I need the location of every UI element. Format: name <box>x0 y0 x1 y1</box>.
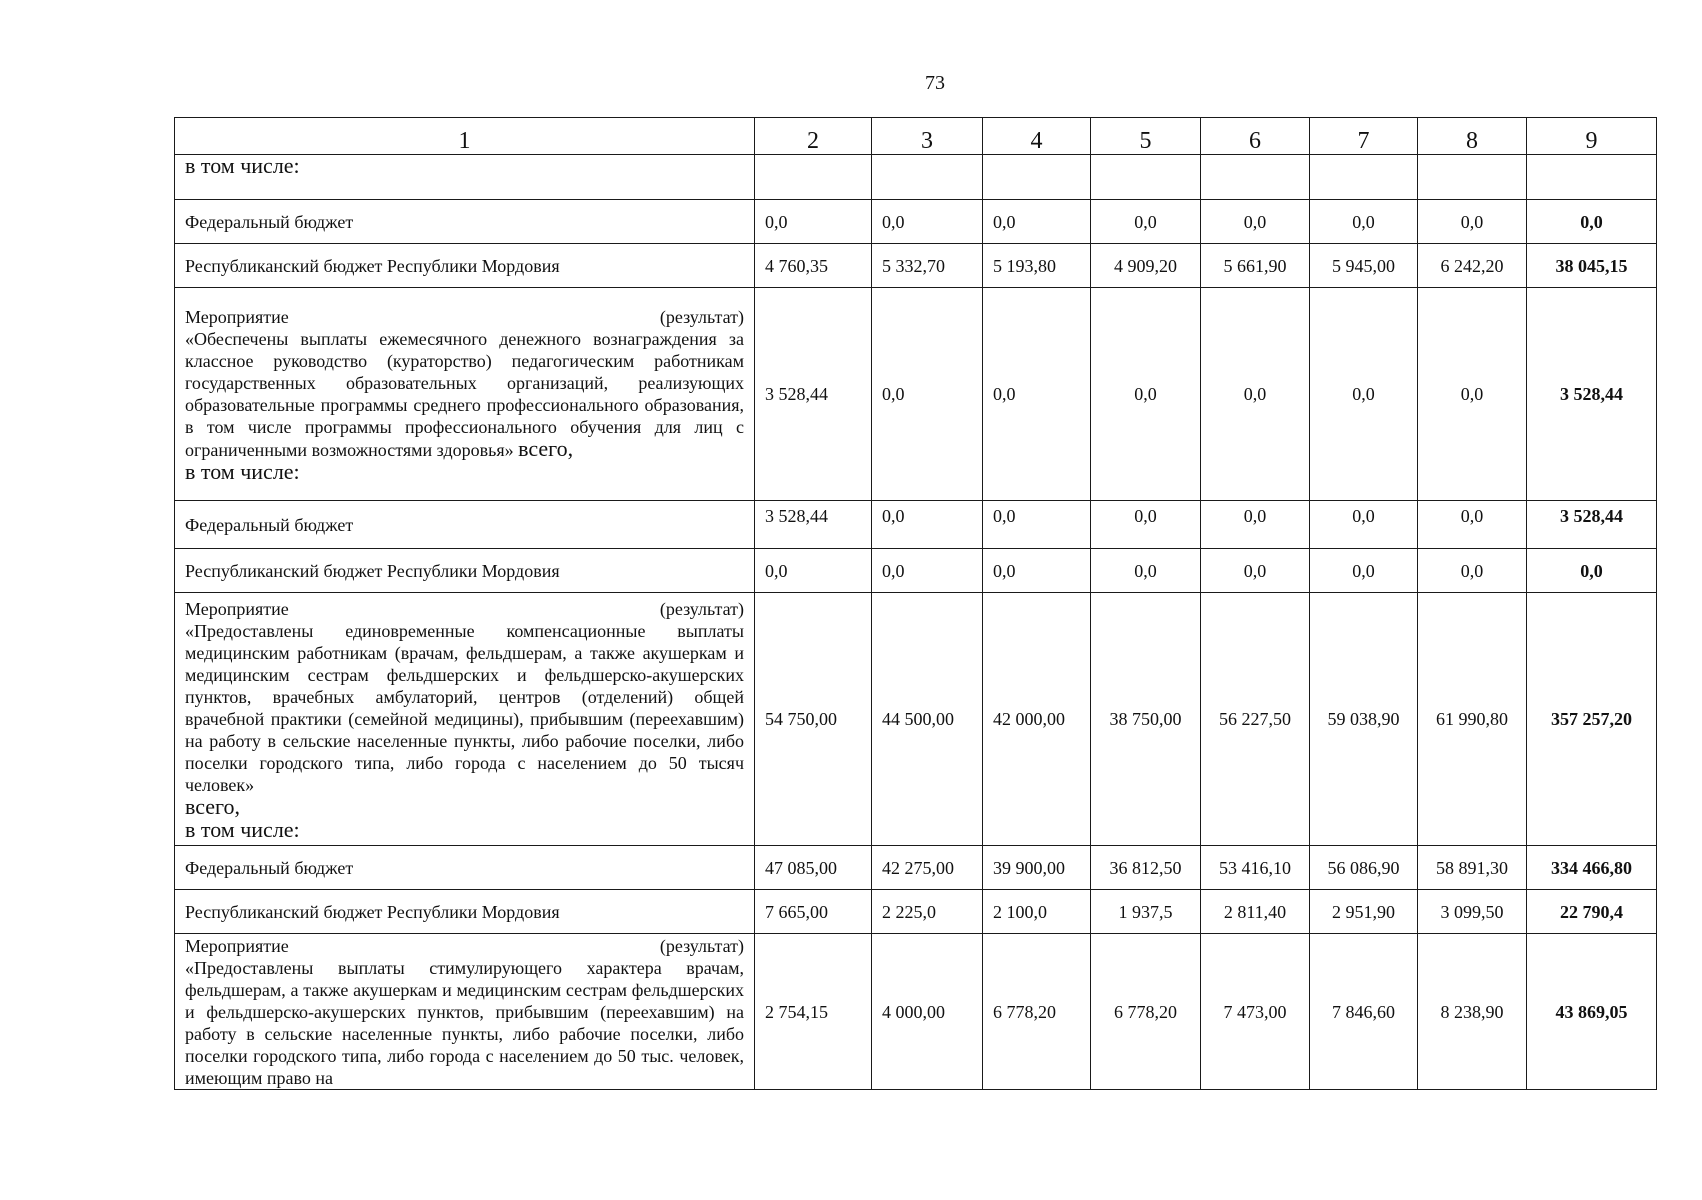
cell-value <box>1310 155 1418 200</box>
cell-value: 56 227,50 <box>1201 593 1310 846</box>
cell-total: 43 869,05 <box>1527 934 1657 1090</box>
cell-total: 3 528,44 <box>1527 501 1657 549</box>
cell-value: 7 473,00 <box>1201 934 1310 1090</box>
column-header: 3 <box>872 118 983 155</box>
cell-value: 6 778,20 <box>1091 934 1201 1090</box>
row-label: в том числе: <box>175 155 755 200</box>
cell-value: 5 332,70 <box>872 244 983 288</box>
cell-value: 0,0 <box>1201 200 1310 244</box>
cell-total: 334 466,80 <box>1527 846 1657 890</box>
cell-value: 0,0 <box>872 200 983 244</box>
cell-value: 0,0 <box>755 200 872 244</box>
cell-value: 0,0 <box>872 549 983 593</box>
cell-value: 38 750,00 <box>1091 593 1201 846</box>
cell-value: 42 000,00 <box>983 593 1091 846</box>
cell-value: 4 909,20 <box>1091 244 1201 288</box>
column-header: 8 <box>1418 118 1527 155</box>
cell-value: 0,0 <box>1418 549 1527 593</box>
cell-value: 0,0 <box>1091 501 1201 549</box>
cell-value: 0,0 <box>1091 200 1201 244</box>
cell-value: 3 528,44 <box>755 501 872 549</box>
row-label: Федеральный бюджет <box>175 846 755 890</box>
cell-value: 2 100,0 <box>983 890 1091 934</box>
cell-value: 53 416,10 <box>1201 846 1310 890</box>
cell-total: 22 790,4 <box>1527 890 1657 934</box>
cell-value: 0,0 <box>1091 549 1201 593</box>
column-header: 1 <box>175 118 755 155</box>
cell-value: 2 754,15 <box>755 934 872 1090</box>
row-label: Мероприятие (результат) «Обеспечены выплаты ежемесячного денежного вознаграждения за классное руководство (кураторство) педагогическим работникам государственных образовательных организаций, реализующих образовательные программы среднего профессионального образования, в том числе программы профессионального обучения для лиц с ограниченными возможностями здоровья» всего, в том числе: <box>175 288 755 501</box>
cell-value: 3 528,44 <box>755 288 872 501</box>
cell-value <box>1091 155 1201 200</box>
cell-value: 47 085,00 <box>755 846 872 890</box>
cell-value: 7 846,60 <box>1310 934 1418 1090</box>
cell-total <box>1527 155 1657 200</box>
cell-value: 42 275,00 <box>872 846 983 890</box>
cell-value: 0,0 <box>983 549 1091 593</box>
cell-value <box>1201 155 1310 200</box>
cell-value: 3 099,50 <box>1418 890 1527 934</box>
cell-value: 7 665,00 <box>755 890 872 934</box>
cell-value <box>755 155 872 200</box>
row-label: Федеральный бюджет <box>175 200 755 244</box>
cell-value: 0,0 <box>1418 501 1527 549</box>
cell-value: 1 937,5 <box>1091 890 1201 934</box>
cell-value: 2 811,40 <box>1201 890 1310 934</box>
cell-value: 4 760,35 <box>755 244 872 288</box>
row-label: Федеральный бюджет <box>175 501 755 549</box>
cell-value: 0,0 <box>1418 200 1527 244</box>
table-row <box>175 934 1657 1090</box>
cell-total: 0,0 <box>1527 549 1657 593</box>
column-header: 7 <box>1310 118 1418 155</box>
cell-value: 39 900,00 <box>983 846 1091 890</box>
budget-table <box>174 117 1657 1090</box>
cell-value: 44 500,00 <box>872 593 983 846</box>
cell-value: 61 990,80 <box>1418 593 1527 846</box>
column-header: 6 <box>1201 118 1310 155</box>
cell-total: 357 257,20 <box>1527 593 1657 846</box>
cell-value: 0,0 <box>983 200 1091 244</box>
cell-total: 0,0 <box>1527 200 1657 244</box>
cell-value: 0,0 <box>1310 501 1418 549</box>
row-label: Мероприятие (результат) «Предоставлены выплаты стимулирующего характера врачам, фельдшерам, а также акушеркам и медицинским сестрам фельдшерских и фельдшерско-акушерских пунктов, прибывшим (переехавшим) на работу в сельские населенные пункты, либо рабочие поселки, либо поселки городского типа, либо города с населением до 50 тыс. человек, имеющим право на <box>175 934 755 1090</box>
cell-value: 0,0 <box>1201 549 1310 593</box>
column-header: 2 <box>755 118 872 155</box>
cell-value: 0,0 <box>1418 288 1527 501</box>
cell-value: 5 661,90 <box>1201 244 1310 288</box>
table-header-row <box>175 118 1657 155</box>
cell-total: 38 045,15 <box>1527 244 1657 288</box>
table-row <box>175 593 1657 846</box>
cell-value: 0,0 <box>983 501 1091 549</box>
table-row <box>175 244 1657 288</box>
row-label: Республиканский бюджет Республики Мордовия <box>175 890 755 934</box>
table-row <box>175 846 1657 890</box>
cell-value: 0,0 <box>1201 501 1310 549</box>
table-row <box>175 288 1657 501</box>
row-label: Республиканский бюджет Республики Мордовия <box>175 244 755 288</box>
cell-value: 2 951,90 <box>1310 890 1418 934</box>
cell-value: 0,0 <box>1310 288 1418 501</box>
column-header: 5 <box>1091 118 1201 155</box>
cell-value: 8 238,90 <box>1418 934 1527 1090</box>
cell-total: 3 528,44 <box>1527 288 1657 501</box>
cell-value: 36 812,50 <box>1091 846 1201 890</box>
cell-value: 0,0 <box>872 501 983 549</box>
cell-value: 5 193,80 <box>983 244 1091 288</box>
table-row <box>175 890 1657 934</box>
table-row <box>175 549 1657 593</box>
cell-value <box>983 155 1091 200</box>
cell-value <box>872 155 983 200</box>
cell-value: 5 945,00 <box>1310 244 1418 288</box>
cell-value: 2 225,0 <box>872 890 983 934</box>
cell-value: 56 086,90 <box>1310 846 1418 890</box>
cell-value: 0,0 <box>983 288 1091 501</box>
cell-value: 0,0 <box>1201 288 1310 501</box>
cell-value <box>1418 155 1527 200</box>
cell-value: 6 242,20 <box>1418 244 1527 288</box>
cell-value: 0,0 <box>755 549 872 593</box>
cell-value: 0,0 <box>1310 549 1418 593</box>
cell-value: 58 891,30 <box>1418 846 1527 890</box>
cell-value: 0,0 <box>1310 200 1418 244</box>
row-label: Республиканский бюджет Республики Мордовия <box>175 549 755 593</box>
row-label: Мероприятие (результат) «Предоставлены единовременные компенсационные выплаты медицинским работникам (врачам, фельдшерам, а также акушеркам и медицинским сестрам фельдшерских и фельдшерско-акушерских пунктов, врачебных амбулаторий, центров (отделений) общей врачебной практики (семейной медицины), прибывшим (переехавшим) на работу в сельские населенные пункты, либо рабочие поселки, либо поселки городского типа, либо города с населением до 50 тысяч человек» всего, в том числе: <box>175 593 755 846</box>
column-header: 4 <box>983 118 1091 155</box>
cell-value: 0,0 <box>872 288 983 501</box>
column-header: 9 <box>1527 118 1657 155</box>
cell-value: 54 750,00 <box>755 593 872 846</box>
page-number: 73 <box>925 72 945 94</box>
cell-value: 59 038,90 <box>1310 593 1418 846</box>
cell-value: 4 000,00 <box>872 934 983 1090</box>
table-row <box>175 501 1657 549</box>
table-row <box>175 200 1657 244</box>
cell-value: 0,0 <box>1091 288 1201 501</box>
table-row <box>175 155 1657 200</box>
cell-value: 6 778,20 <box>983 934 1091 1090</box>
